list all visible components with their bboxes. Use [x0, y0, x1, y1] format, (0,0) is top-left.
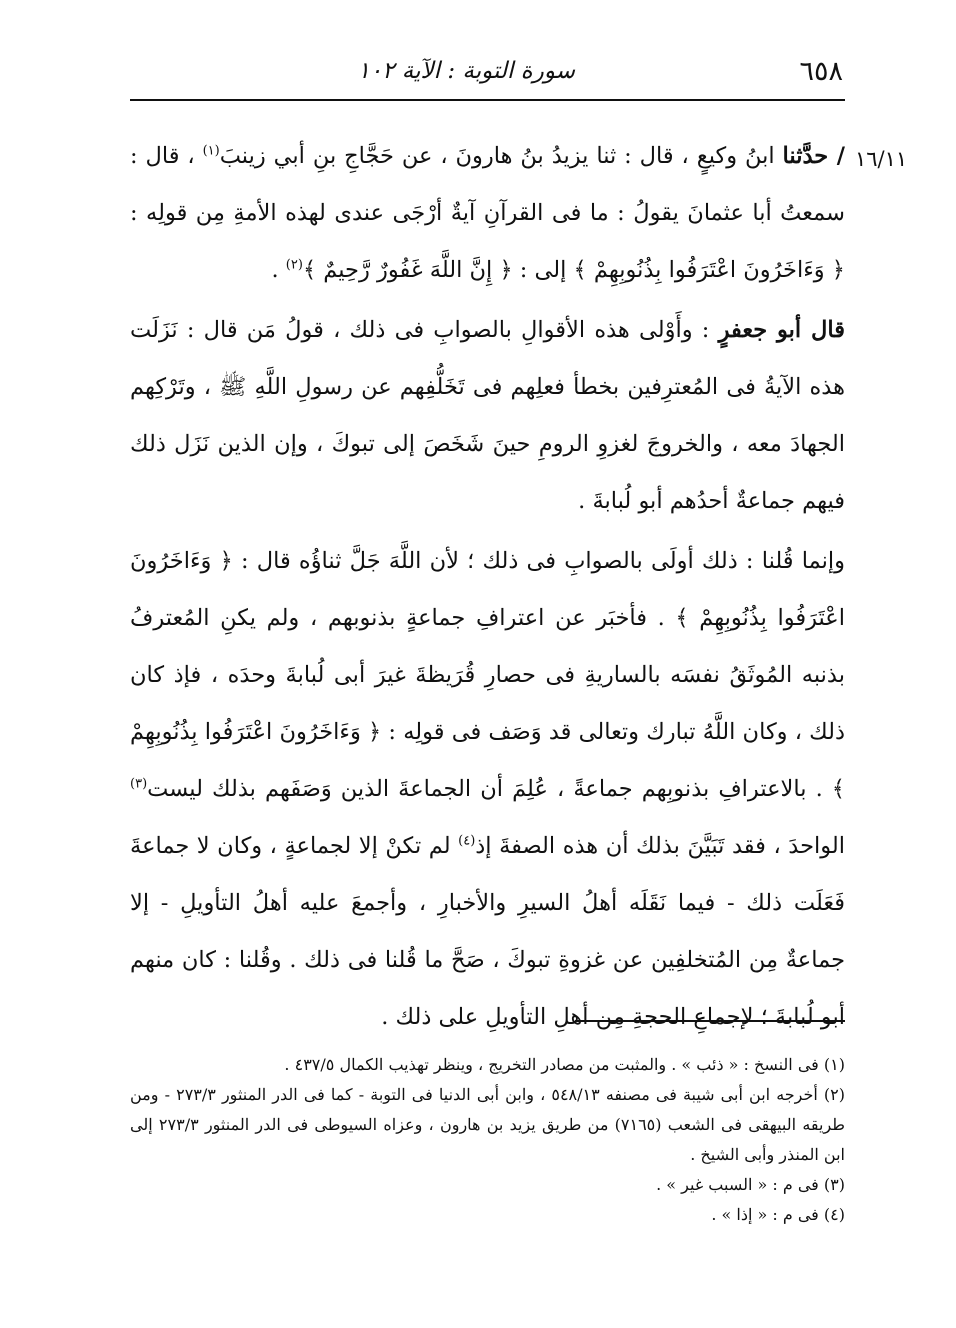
lead-phrase: قال أبو جعفرٍ: [718, 317, 845, 343]
text-segment: وإنما قُلنا : ذلك أولَى بالصوابِ فى ذلك ؛ لأن اللَّهَ جَلَّ ثناؤُه قال : ﴿ وَءَاخَرُونَ اعْتَرَفُوا بِذُنُوبِهِمْ ﴾ . فأخبَر عن اعترافِ جماعةٍ بذنوبهم ، ولم يكنِ المُعترفُ بذنبه المُوثَقُ نفسَه بالساريةِ فى حصارِ قُرَيظةَ غيرَ أبى لُبابةَ وحدَه ، فإذ كان ذلك ، وكان اللَّهُ تبارك وتعالى قد وَصَف فى قولِه : ﴿ وَءَاخَرُونَ اعْتَرَفُوا بِذُنُوبِهِمْ ﴾ . بالاعترافِ بذنوبِهم جماعةً ، عُلِمَ أن الجماعةَ الذين وَصَفَهم بذلك ليست: [130, 548, 845, 802]
running-title: سورة التوبة : الآية ١٠٢: [357, 58, 575, 84]
text-segment: ، قال : سمعتُ أبا عثمانَ يقولُ : ما فى القرآنِ آيةٌ أرْجَى عندى لهذه الأمةِ مِن قولِه : ﴿ وَءَاخَرُونَ اعْتَرَفُوا بِذُنُوبِهِمْ ﴾ إلى : ﴿ إِنَّ اللَّهَ غَفُورٌ رَّحِيمٌ ﴾: [130, 143, 845, 283]
footnote-4: (٤) فى م : « إذا » .: [711, 1205, 845, 1224]
margin-reference: ١٦/١١: [855, 147, 908, 171]
paragraph-p3: [130, 533, 845, 1046]
paragraph-p1: [130, 128, 845, 299]
header-rule: [130, 99, 845, 101]
footnote-marker: (٤): [458, 833, 476, 849]
lead-phrase: / حدَّثنا: [782, 143, 845, 169]
footnote-2: (٢) أخرجه ابن أبى شيبة فى مصنفه ٥٤٨/١٣ ، وابن أبى الدنيا فى التوبة - كما فى الدر المنثور ٢٧٣/٣ - ومن طريقه البيهقى فى الشعب (٧١٦٥) من طريق يزيد بن هارون ، وعزاه السيوطى فى الدر المنثور ٢٧٣/٣ إلى ابن المنذر وأبى الشيخ .: [130, 1085, 846, 1164]
text-segment: لم تكنْ إلا لجماعةٍ ، وكان لا جماعةَ فَعَلَت ذلك - فيما نَقَلَه أهلُ السيرِ والأخبارِ ، وأجمعَ عليه أهلُ التأويلِ - إلا جماعةٌ مِن المُتخلفِين عن غزوةِ تبوكَ ، صَحَّ ما قُلنا فى ذلك . وقُلنا : كان منهم أبو لُبابةَ ؛ لإجماعِ الحجةِ مِن أهلِ التأويلِ على ذلك .: [130, 833, 845, 1030]
footnote-marker: (٢): [285, 257, 303, 273]
text-segment: .: [271, 257, 286, 283]
footnotes: [130, 1050, 845, 1230]
main-text: [130, 128, 845, 1046]
footnote-marker: (١): [202, 143, 220, 159]
footnote-rule: [575, 1020, 845, 1022]
text-segment: الواحدَ ، فقد تَبَيَّنَ بذلك أن هذه الصفةَ إذ: [475, 833, 845, 859]
page-number: ٦٥٨: [799, 56, 843, 87]
footnote-1: (١) فى النسخ : « ذئب » . والمثبت من مصادر التخريج ، وينظر تهذيب الكمال ٤٣٧/٥ .: [284, 1055, 845, 1074]
text-segment: : وأَوْلى هذه الأقوالِ بالصوابِ فى ذلك ، قولُ مَن قال : نَزَلَت هذه الآيةُ فى المُعترِفين بخطأ فعلِهم فى تَخَلُّفِهم عن رسولِ اللَّهِ ﷺ ، وتَرْكِهم الجهادَ معه ، والخروجَ لغزوِ الرومِ حينَ شَخَصَ إلى تبوكَ ، وإن الذين نَزَل ذلك فيهم جماعةٌ أحدُهم أبو لُبابةَ .: [130, 317, 845, 514]
page-header: [130, 52, 845, 92]
footnote-marker: (٣): [130, 776, 148, 792]
footnote-3: (٣) فى م : « السبب غير » .: [656, 1175, 845, 1194]
paragraph-p2: [130, 302, 845, 530]
text-segment: ابنُ وكيعٍ ، قال : ثنا يزيدُ بنُ هارونَ ، عن حَجَّاجِ بنِ أبي زينبَ: [219, 143, 783, 169]
